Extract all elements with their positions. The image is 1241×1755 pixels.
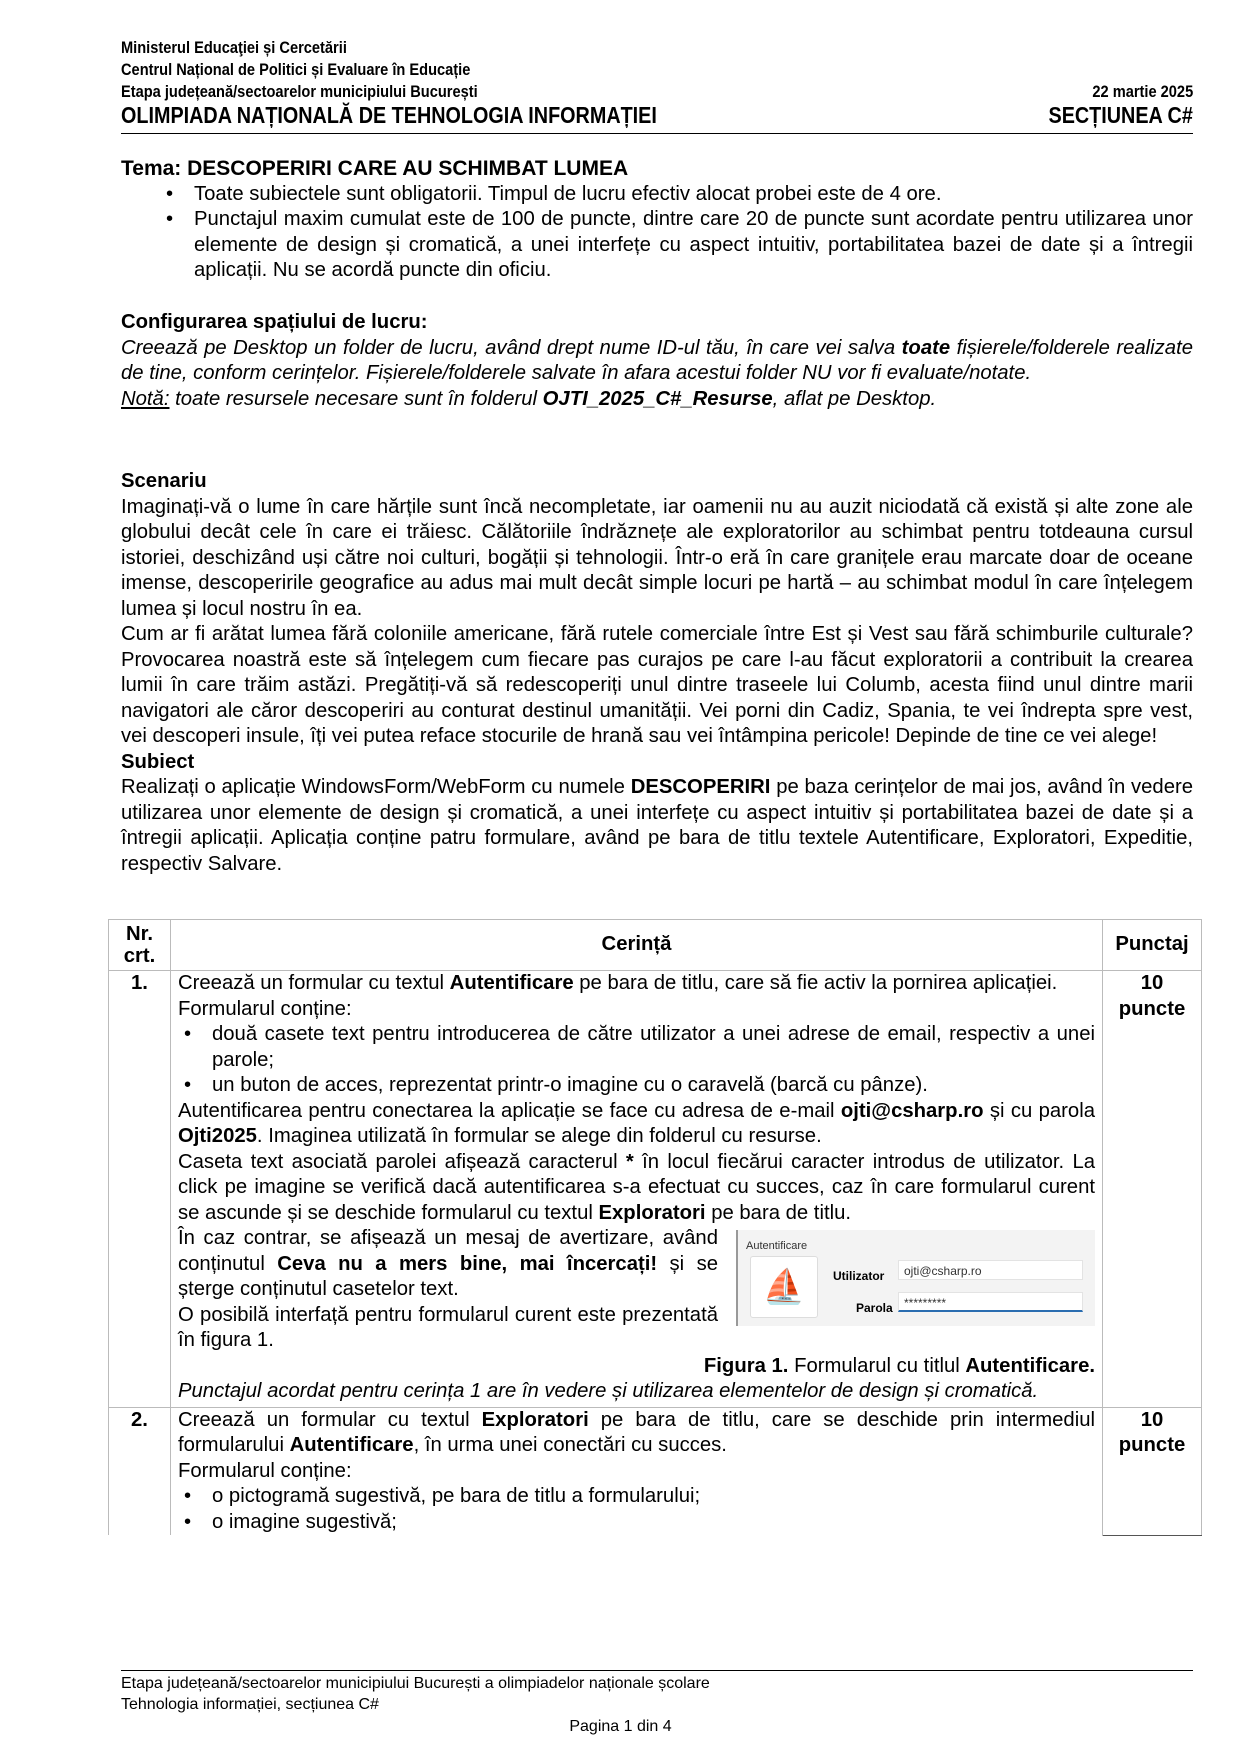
caravel-image-icon: ⛵ <box>750 1256 818 1318</box>
stage-name: Etapa județeană/sectoarelor municipiului București <box>121 82 478 101</box>
olympiad-title: OLIMPIADA NAȚIONALĂ DE TEHNOLOGIA INFORMAȚIEI <box>121 102 657 128</box>
requirements-table <box>108 919 1202 1536</box>
config-block <box>121 310 1193 412</box>
text-segment: , aflat pe Desktop. <box>772 387 937 410</box>
header-points: Punctaj <box>1103 920 1202 971</box>
config-note <box>121 387 1193 413</box>
text-segment: Ojti2025 <box>178 1125 257 1147</box>
requirement-bullet: • o imagine sugestivă; <box>184 1510 1095 1536</box>
figure-1-login-form <box>736 1230 1095 1326</box>
center-name: Centrul Național de Politici și Evaluare în Educație <box>121 60 471 79</box>
tema-block <box>121 156 1193 284</box>
scenario-paragraph: Imaginați-vă o lume în care hărțile sunt încă necompletate, iar oamenii nu au auzit niciodată că există și alte zone ale globului decât cele în care ei trăiesc. Călătoriile îndrăznețe ale exploratorilor au schimbat pentru totdeauna cursul istoriei, deschizând uși către noi culturi, bogății și tehnologii. Într-o eră în care granițele erau marcate doar de oceane imense, descoperirile geografice au adus mai mult decât simple locuri pe hartă – au schimbat modul în care înțelegem lumea și locul nostru în ea. <box>121 495 1193 620</box>
requirement-contains: Formularul conține: <box>178 997 352 1020</box>
requirement-note: Punctajul acordat pentru cerința 1 are în vedere și utilizarea elementelor de design și cromatică. <box>178 1380 1039 1402</box>
text-segment: fișierele/folderele realizate de tine, conform cerințelor. Fișierele/folderele salvate în afara acestui folder NU vor fi evaluate/notate. <box>121 336 1194 384</box>
text-segment: toate <box>901 336 951 359</box>
requirement-paragraph <box>178 1150 1095 1227</box>
header-requirement: Cerință <box>171 920 1103 971</box>
text-segment: Autentificarea pentru conectarea la aplicație se face cu adresa de e-mail <box>178 1099 841 1122</box>
requirement-bullet: • o pictogramă sugestivă, pe bara de titlu a formularului; <box>184 1484 1095 1510</box>
text-segment: Ceva nu a mers bine, mai încercați! <box>277 1252 658 1275</box>
tema-bullet: • Punctajul maxim cumulat este de 100 de puncte, dintre care 20 de puncte sunt acordate pentru utilizarea unor elemente de design și cromatică, a unei interfețe cu aspect intuitiv, portabilitatea bazei de date și a întregii aplicații. Nu se acordă puncte din oficiu. <box>166 207 1193 284</box>
scenario-block <box>121 469 1193 877</box>
text-segment: Autentificare. <box>965 1354 1095 1377</box>
text-segment: DESCOPERIRI <box>630 776 771 798</box>
footer-line-1: Etapa județeană/sectoarelor municipiului București a olimpiadelor naționale școlare <box>121 1675 710 1692</box>
figure-window-title: Autentificare <box>746 1240 808 1252</box>
text-segment: pe baza cerințelor de mai jos, având în vedere utilizarea unor elemente de design și cromatică, a unei interfețe cu aspect intuitiv și portabilitatea bazei de date și a întregii aplicații. Aplicația conține patru formulare, având pe bara de titlu textele Autentificare, Exploratori, Expeditie, respectiv Salvare. <box>121 776 1194 875</box>
ministry-name: Ministerul Educaţiei și Cercetării <box>121 38 347 57</box>
config-paragraph <box>121 336 1193 387</box>
header-nr: Nr. crt. <box>109 920 171 971</box>
header-rule <box>121 133 1193 134</box>
text-segment: Creează un formular cu textul <box>178 972 450 994</box>
text-segment: Autentificare <box>289 1434 414 1456</box>
footer-line-2: Tehnologia informației, secțiunea C# <box>121 1696 379 1713</box>
text-segment: ojti@csharp.ro <box>840 1099 984 1122</box>
text-segment: Formularul cu titlul <box>788 1354 966 1377</box>
text-segment: Creează un formular cu textul <box>178 1408 482 1431</box>
text-segment: Notă: <box>121 387 170 410</box>
footer-rule <box>121 1670 1193 1671</box>
text-segment: Realizați o aplicație WindowsForm/WebForm cu numele <box>121 776 631 798</box>
requirement-intro <box>178 1408 1095 1459</box>
text-segment: Exploratori <box>481 1408 589 1431</box>
text-segment: * <box>625 1150 634 1173</box>
text-segment: pe bara de titlu, care se deschide prin intermediul formularului <box>178 1408 1095 1456</box>
table-row <box>109 971 1202 1408</box>
text-segment: OJTI_2025_C#_Resurse <box>542 387 773 410</box>
scenario-paragraph: Cum ar fi arătat lumea fără coloniile americane, fără rutele comerciale între Est și Vest sau fără schimburile culturale? Provocarea noastră este să înțelegem cum fiecare pas curajos pe care l-au făcut exploratorii a contribuit la crearea lumii în care trăim astăzi. Pregătiți-vă să redescoperiți unul dintre traseele lui Columb, acesta fiind unul dintre marii navigatori ale căror descoperiri au conturat destinul umanității. Vei porni din Cadiz, Spania, te vei îndrepta spre vest, vei descoperi insule, îți vei putea reface stocurile de hrană sau vei întâmpina pericole! Depinde de tine ce vei alege! <box>121 623 1193 747</box>
scenario-title: Scenariu <box>121 470 207 492</box>
text-segment: în locul fiecărui caracter introdus de utilizator. La click pe imagine se verifică dacă autentificarea s-a efectuat cu succes, caz în care formularul curent se ascunde și se deschide formularul cu textul <box>178 1150 1095 1224</box>
row-points: 10 puncte <box>1103 1407 1202 1535</box>
text-segment: Caseta text asociată parolei afișează caracterul <box>178 1150 626 1173</box>
text-segment: toate resursele necesare sunt în folderul <box>169 387 543 410</box>
tema-title: Tema: DESCOPERIRI CARE AU SCHIMBAT LUMEA <box>121 157 629 180</box>
page-number: Pagina 1 din 4 <box>569 1718 672 1735</box>
requirement-contains: Formularul conține: <box>178 1459 352 1482</box>
requirement-paragraph: O posibilă interfață pentru formularul curent este prezentată în figura 1. <box>178 1303 718 1351</box>
figure-caption <box>178 1354 1095 1380</box>
text-segment: . Imaginea utilizată în formular se alege din folderul cu resurse. <box>256 1125 822 1147</box>
requirement-bullet: • două casete text pentru introducerea de către utilizator a unei adrese de email, respectiv a unei parole; <box>184 1022 1095 1073</box>
row-number: 2. <box>109 1407 171 1535</box>
text-segment: Autentificare <box>449 972 574 994</box>
figure-password-input: ********* <box>898 1292 1083 1312</box>
text-segment: pe bara de titlu, care să fie activ la pornirea aplicației. <box>573 972 1058 994</box>
text-segment: Figura 1. <box>703 1354 789 1377</box>
table-row <box>109 1407 1202 1535</box>
row-number: 1. <box>109 971 171 1408</box>
text-segment: Creează pe Desktop un folder de lucru, având drept nume ID-ul tău, în care vei salva <box>121 336 902 359</box>
section-title: SECȚIUNEA C# <box>1048 102 1193 128</box>
text-segment: În caz contrar, se afișează un mesaj de avertizare, având conținutul <box>178 1227 718 1275</box>
figure-user-input: ojti@csharp.ro <box>898 1260 1083 1280</box>
figure-password-label: Parola <box>856 1301 893 1315</box>
exam-date: 22 martie 2025 <box>1092 82 1193 101</box>
config-title: Configurarea spațiului de lucru: <box>121 311 428 333</box>
text-segment: Exploratori <box>598 1201 706 1224</box>
text-segment: și se șterge conținutul casetelor text. <box>178 1252 718 1300</box>
subject-paragraph <box>121 775 1193 877</box>
text-segment: pe bara de titlu. <box>705 1201 852 1224</box>
table-header-row <box>109 920 1202 971</box>
requirement-bullet: • un buton de acces, reprezentat printr-o imagine cu o caravelă (barcă cu pânze). <box>184 1073 1095 1099</box>
row-requirement <box>171 971 1103 1408</box>
requirement-paragraph <box>178 1099 1095 1150</box>
text-segment: și cu parola <box>983 1099 1095 1122</box>
text-segment: , în urma unei conectări cu succes. <box>413 1434 727 1456</box>
row-points: 10 puncte <box>1103 971 1202 1408</box>
requirement-intro <box>178 971 1095 997</box>
subject-title: Subiect <box>121 750 195 773</box>
figure-user-label: Utilizator <box>833 1269 885 1283</box>
tema-bullet: • Toate subiectele sunt obligatorii. Timpul de lucru efectiv alocat probei este de 4 ore. <box>166 182 1193 208</box>
row-requirement <box>171 1407 1103 1535</box>
